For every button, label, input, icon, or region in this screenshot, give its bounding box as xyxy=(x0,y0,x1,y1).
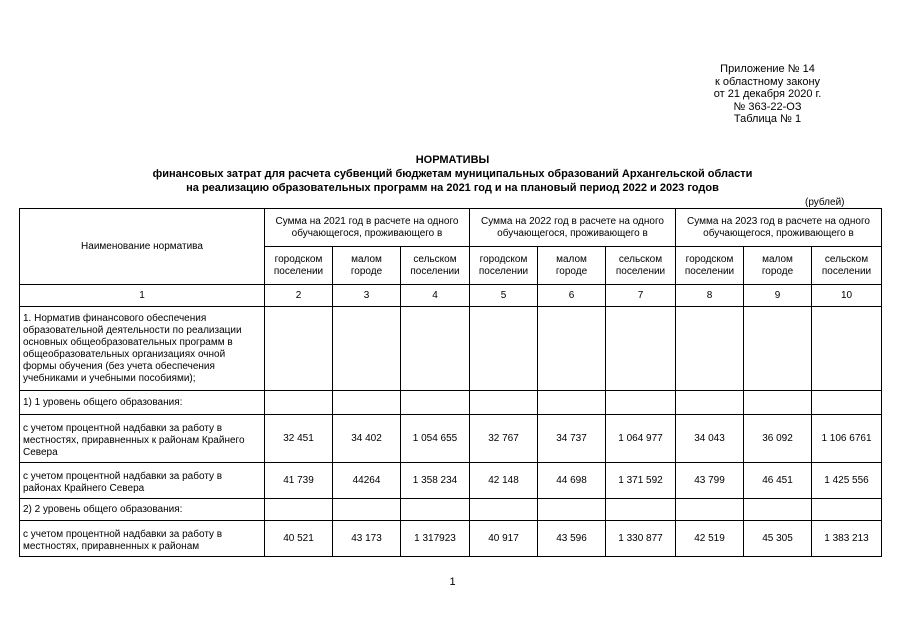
norm-value: 1 106 6761 xyxy=(812,415,882,463)
norm-value xyxy=(606,307,676,391)
norm-value: 1 425 556 xyxy=(812,463,882,499)
appendix-table-number: Таблица № 1 xyxy=(733,113,802,125)
norm-value xyxy=(606,391,676,415)
norm-value: 43 596 xyxy=(538,521,606,557)
column-number: 5 xyxy=(470,285,538,307)
norm-value xyxy=(401,499,470,521)
sub-header-city: городском поселении xyxy=(265,247,333,285)
norm-value xyxy=(470,391,538,415)
norm-value: 42 148 xyxy=(470,463,538,499)
norm-value: 1 371 592 xyxy=(606,463,676,499)
title-line-2: финансовых затрат для расчета субвенций бюджетам муниципальных образований Архангельской области xyxy=(152,168,753,180)
norm-value: 44 698 xyxy=(538,463,606,499)
norm-value: 40 917 xyxy=(470,521,538,557)
norm-value xyxy=(812,391,882,415)
norm-value: 41 739 xyxy=(265,463,333,499)
norm-value xyxy=(265,307,333,391)
norm-value xyxy=(812,307,882,391)
norm-name: с учетом процентной надбавки за работу в местностях, приравненных к районам Крайнего Севера xyxy=(20,415,265,463)
sub-header-rural: сельском поселении xyxy=(401,247,470,285)
column-number: 6 xyxy=(538,285,606,307)
year-2021-header: Сумма на 2021 год в расчете на одного обучающегося, проживающего в xyxy=(265,209,470,247)
norm-value: 1 383 213 xyxy=(812,521,882,557)
table-row xyxy=(20,415,882,463)
table-row xyxy=(20,521,882,557)
table-row xyxy=(20,499,882,521)
norm-value xyxy=(744,391,812,415)
norm-value: 1 064 977 xyxy=(606,415,676,463)
norm-value: 32 451 xyxy=(265,415,333,463)
appendix-law: к областному закону xyxy=(714,75,821,88)
page-number: 1 xyxy=(449,576,456,588)
norm-value: 34 737 xyxy=(538,415,606,463)
norm-value xyxy=(812,499,882,521)
norm-value xyxy=(538,391,606,415)
column-number: 8 xyxy=(676,285,744,307)
norms-table xyxy=(19,208,882,557)
year-2022-header: Сумма на 2022 год в расчете на одного обучающегося, проживающего в xyxy=(470,209,676,247)
norm-value xyxy=(676,307,744,391)
sub-header-city: городском поселении xyxy=(676,247,744,285)
table-row xyxy=(20,307,882,391)
sub-header-small-town: малом городе xyxy=(538,247,606,285)
norm-name: с учетом процентной надбавки за работу в местностях, приравненных к районам xyxy=(20,521,265,557)
norm-value: 34 402 xyxy=(333,415,401,463)
norm-value: 42 519 xyxy=(676,521,744,557)
norm-value: 43 799 xyxy=(676,463,744,499)
column-number: 1 xyxy=(20,285,265,307)
column-number: 2 xyxy=(265,285,333,307)
column-number-row xyxy=(20,285,882,307)
norm-value xyxy=(265,499,333,521)
norm-value xyxy=(606,499,676,521)
column-number: 10 xyxy=(812,285,882,307)
norm-value: 44264 xyxy=(333,463,401,499)
norm-value: 36 092 xyxy=(744,415,812,463)
norm-value xyxy=(676,499,744,521)
column-number: 4 xyxy=(401,285,470,307)
column-number: 9 xyxy=(744,285,812,307)
sub-header-rural: сельском поселении xyxy=(606,247,676,285)
norm-value xyxy=(676,391,744,415)
norm-value: 1 317923 xyxy=(401,521,470,557)
sub-header-small-town: малом городе xyxy=(333,247,401,285)
norm-value xyxy=(401,391,470,415)
table-row xyxy=(20,463,882,499)
norm-value xyxy=(401,307,470,391)
norm-value: 32 767 xyxy=(470,415,538,463)
norm-value: 45 305 xyxy=(744,521,812,557)
header-row-years xyxy=(20,209,882,247)
norm-value xyxy=(470,307,538,391)
norm-value: 1 358 234 xyxy=(401,463,470,499)
year-2023-header: Сумма на 2023 год в расчете на одного обучающегося, проживающего в xyxy=(676,209,882,247)
sub-header-city: городском поселении xyxy=(470,247,538,285)
norm-value xyxy=(744,499,812,521)
norm-name: 2) 2 уровень общего образования: xyxy=(20,499,265,521)
norm-value: 46 451 xyxy=(744,463,812,499)
norm-value xyxy=(333,391,401,415)
title-line-3: на реализацию образовательных программ на 2021 год и на плановый период 2022 и 2023 годов xyxy=(186,182,719,194)
norm-value xyxy=(538,307,606,391)
norm-value xyxy=(538,499,606,521)
table-row xyxy=(20,391,882,415)
norm-name: с учетом процентной надбавки за работу в районах Крайнего Севера xyxy=(20,463,265,499)
norm-value xyxy=(470,499,538,521)
column-number: 3 xyxy=(333,285,401,307)
appendix-number: Приложение № 14 xyxy=(720,63,815,75)
norm-value xyxy=(333,307,401,391)
norm-value xyxy=(744,307,812,391)
appendix-law-number: № 363-22-ОЗ xyxy=(733,100,802,113)
document-title xyxy=(20,153,885,195)
column-number: 7 xyxy=(606,285,676,307)
norm-value xyxy=(265,391,333,415)
norm-value: 1 330 877 xyxy=(606,521,676,557)
appendix-block xyxy=(700,63,835,126)
norm-value: 40 521 xyxy=(265,521,333,557)
name-column-header: Наименование норматива xyxy=(20,209,265,285)
norm-name: 1. Норматив финансового обеспечения образовательной деятельности по реализации основных общеобразовательных программ в общеобразовательных организациях очной формы обучения (без учета обеспечения учебниками и учебными пособиями); xyxy=(20,307,265,391)
norm-value: 43 173 xyxy=(333,521,401,557)
units-label: (рублей) xyxy=(805,197,845,208)
appendix-date: от 21 декабря 2020 г. xyxy=(713,88,822,100)
norm-value: 1 054 655 xyxy=(401,415,470,463)
norm-value: 34 043 xyxy=(676,415,744,463)
norm-name: 1) 1 уровень общего образования: xyxy=(20,391,265,415)
title-heading: НОРМАТИВЫ xyxy=(415,154,490,166)
norm-value xyxy=(333,499,401,521)
sub-header-small-town: малом городе xyxy=(744,247,812,285)
sub-header-rural: сельском поселении xyxy=(812,247,882,285)
